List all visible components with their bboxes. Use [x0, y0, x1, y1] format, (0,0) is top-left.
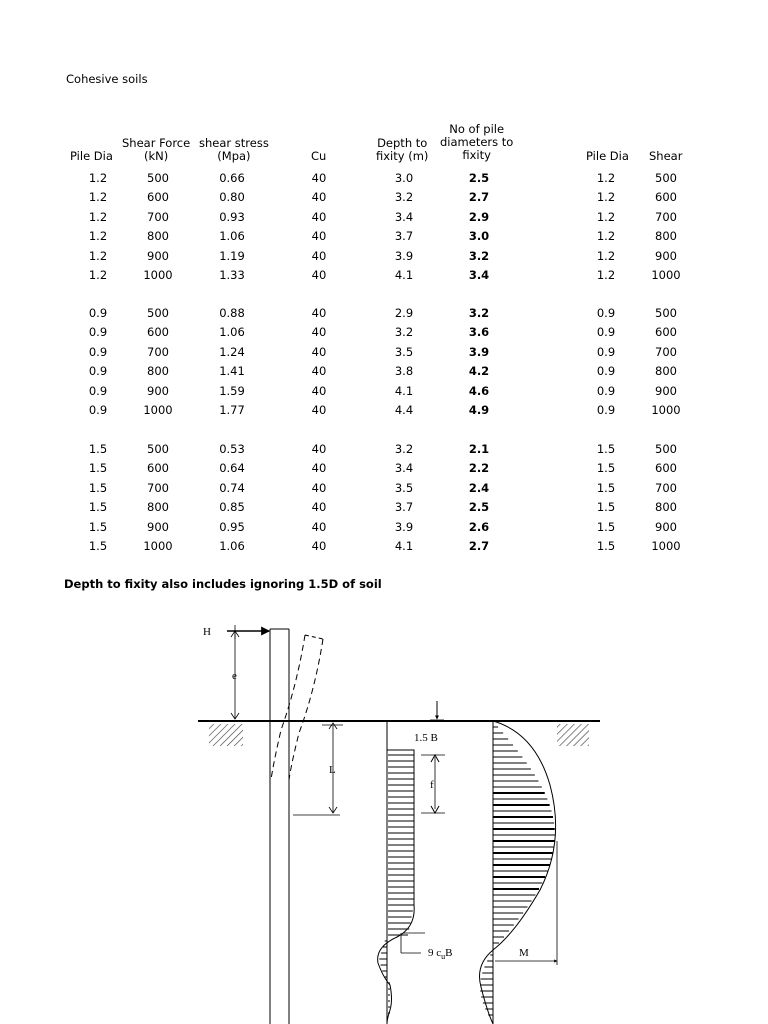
cell-no-of-diameters: 2.7	[468, 190, 490, 205]
cell-cu: 40	[311, 268, 327, 282]
moment-arrows	[480, 727, 555, 1015]
cell-shear-2: 800	[655, 229, 677, 244]
cell-shear-2: 700	[655, 344, 677, 359]
cell-shear-force: 1000	[143, 539, 173, 553]
cell-shear-2: 500	[655, 306, 677, 320]
cell-shear-force: 600	[147, 325, 169, 340]
cell-pile-dia: 0.9	[88, 306, 108, 320]
cell-shear-stress: 0.80	[219, 190, 245, 205]
cell-pile-dia: 1.2	[88, 171, 108, 185]
cell-depth-to-fixity: 3.5	[394, 344, 414, 359]
cell-pile-dia-2: 1.5	[596, 519, 616, 534]
cell-shear-force: 700	[147, 209, 169, 224]
cell-shear-stress: 0.74	[219, 480, 245, 495]
cell-pile-dia-2: 1.5	[596, 539, 616, 553]
cell-pile-dia-2: 1.2	[596, 171, 616, 185]
cell-pile-dia: 0.9	[88, 383, 108, 398]
header-shear-stress: shear stress (Mpa)	[199, 136, 269, 163]
cell-cu: 40	[311, 325, 327, 340]
cell-cu: 40	[311, 480, 327, 495]
cell-shear-stress: 1.33	[219, 268, 245, 282]
cell-no-of-diameters: 4.6	[468, 383, 490, 398]
label-l: L	[329, 764, 336, 776]
cell-no-of-diameters: 3.6	[468, 325, 490, 340]
cell-depth-to-fixity: 4.1	[394, 539, 414, 553]
label-1-5b: 1.5 B	[414, 732, 438, 744]
cell-no-of-diameters: 2.6	[468, 519, 490, 534]
cell-pile-dia-2: 1.2	[596, 190, 616, 205]
cell-no-of-diameters: 2.5	[468, 500, 490, 515]
cell-pile-dia-2: 1.2	[596, 229, 616, 244]
cell-pile-dia: 1.5	[88, 442, 108, 456]
pile-fixity-diagram	[195, 615, 605, 1024]
cell-pile-dia-2: 1.5	[596, 442, 616, 456]
cell-pile-dia: 1.5	[88, 461, 108, 476]
cell-cu: 40	[311, 364, 327, 379]
cell-no-of-diameters: 4.9	[468, 403, 490, 417]
cell-shear-force: 600	[147, 461, 169, 476]
label-e: e	[232, 670, 237, 682]
cell-depth-to-fixity: 3.2	[394, 325, 414, 340]
cell-depth-to-fixity: 4.1	[394, 383, 414, 398]
cell-shear-force: 700	[147, 480, 169, 495]
cell-pile-dia: 1.2	[88, 209, 108, 224]
header-depth-to-fixity: Depth to fixity (m)	[376, 136, 429, 163]
cell-pile-dia-2: 1.2	[596, 209, 616, 224]
cell-shear-force: 500	[147, 306, 169, 320]
cell-shear-2: 500	[655, 442, 677, 456]
cell-shear-stress: 0.66	[219, 171, 245, 185]
cell-shear-force: 800	[147, 229, 169, 244]
cell-shear-stress: 0.53	[219, 442, 245, 456]
cell-shear-2: 500	[655, 171, 677, 185]
cell-shear-force: 800	[147, 500, 169, 515]
cell-shear-2: 600	[655, 190, 677, 205]
cell-cu: 40	[311, 344, 327, 359]
cell-shear-force: 500	[147, 442, 169, 456]
cell-no-of-diameters: 3.2	[468, 306, 490, 320]
cell-shear-stress: 0.88	[219, 306, 245, 320]
cell-shear-2: 800	[655, 364, 677, 379]
fixity-note: Depth to fixity also includes ignoring 1.5D of soil	[64, 577, 382, 591]
cell-cu: 40	[311, 539, 327, 553]
cell-cu: 40	[311, 383, 327, 398]
cell-no-of-diameters: 4.2	[468, 364, 490, 379]
cell-cu: 40	[311, 229, 327, 244]
cell-depth-to-fixity: 3.7	[394, 229, 414, 244]
cell-pile-dia-2: 1.2	[596, 268, 616, 282]
cell-pile-dia: 1.5	[88, 539, 108, 553]
deflected-shape-left	[271, 635, 305, 780]
cell-shear-stress: 1.41	[219, 364, 245, 379]
cell-shear-2: 900	[655, 383, 677, 398]
label-m: M	[519, 947, 529, 959]
cell-pile-dia: 1.2	[88, 229, 108, 244]
cell-pile-dia: 0.9	[88, 325, 108, 340]
cell-no-of-diameters: 2.2	[468, 461, 490, 476]
cell-depth-to-fixity: 3.0	[394, 171, 414, 185]
header-cu: Cu	[311, 149, 327, 163]
cell-pile-dia-2: 0.9	[596, 383, 616, 398]
cell-pile-dia-2: 1.5	[596, 461, 616, 476]
cell-no-of-diameters: 2.5	[468, 171, 490, 185]
cell-pile-dia-2: 0.9	[596, 325, 616, 340]
cell-pile-dia-2: 1.5	[596, 480, 616, 495]
cell-cu: 40	[311, 461, 327, 476]
cell-depth-to-fixity: 3.2	[394, 190, 414, 205]
cell-cu: 40	[311, 209, 327, 224]
cell-shear-stress: 0.85	[219, 500, 245, 515]
label-f: f	[430, 779, 434, 791]
deflected-shape-right	[289, 639, 323, 780]
cell-no-of-diameters: 2.9	[468, 209, 490, 224]
cell-shear-2: 700	[655, 480, 677, 495]
cell-shear-force: 900	[147, 383, 169, 398]
cell-cu: 40	[311, 403, 327, 417]
label-h: H	[203, 626, 211, 638]
cell-shear-force: 1000	[143, 268, 173, 282]
header-no-of-pile-diameters: No of pile diameters to fixity	[440, 122, 514, 162]
reaction-arrows	[379, 755, 414, 1013]
cell-no-of-diameters: 3.2	[468, 248, 490, 263]
cell-shear-2: 600	[655, 461, 677, 476]
cell-pile-dia: 1.2	[88, 190, 108, 205]
cell-no-of-diameters: 2.4	[468, 480, 490, 495]
header-shear-2: Shear	[649, 149, 683, 163]
cell-shear-force: 900	[147, 519, 169, 534]
header-pile-dia-2: Pile Dia	[586, 149, 629, 163]
cell-no-of-diameters: 3.9	[468, 344, 490, 359]
cell-cu: 40	[311, 519, 327, 534]
cell-pile-dia-2: 1.5	[596, 500, 616, 515]
cell-shear-force: 1000	[143, 403, 173, 417]
cell-shear-force: 800	[147, 364, 169, 379]
cell-depth-to-fixity: 3.9	[394, 519, 414, 534]
cell-shear-stress: 1.06	[219, 325, 245, 340]
cell-no-of-diameters: 3.4	[468, 268, 490, 282]
cell-cu: 40	[311, 306, 327, 320]
cell-shear-2: 1000	[651, 539, 681, 553]
cell-shear-stress: 0.93	[219, 209, 245, 224]
cell-cu: 40	[311, 248, 327, 263]
cell-depth-to-fixity: 3.2	[394, 442, 414, 456]
cell-pile-dia: 1.5	[88, 500, 108, 515]
section-title: Cohesive soils	[66, 72, 148, 86]
cell-no-of-diameters: 3.0	[468, 229, 490, 244]
cell-no-of-diameters: 2.1	[468, 442, 490, 456]
cell-cu: 40	[311, 442, 327, 456]
cell-shear-stress: 0.64	[219, 461, 245, 476]
cell-pile-dia: 0.9	[88, 364, 108, 379]
cell-shear-stress: 1.77	[219, 403, 245, 417]
cell-depth-to-fixity: 3.4	[394, 461, 414, 476]
cell-no-of-diameters: 2.7	[468, 539, 490, 553]
cell-pile-dia: 0.9	[88, 403, 108, 417]
cell-pile-dia: 1.5	[88, 480, 108, 495]
cell-shear-2: 1000	[651, 403, 681, 417]
cell-pile-dia-2: 0.9	[596, 364, 616, 379]
cell-shear-2: 700	[655, 209, 677, 224]
soil-hatch-right	[557, 724, 589, 746]
cell-shear-2: 600	[655, 325, 677, 340]
cell-depth-to-fixity: 3.5	[394, 480, 414, 495]
header-pile-dia: Pile Dia	[70, 149, 113, 163]
cell-shear-2: 800	[655, 500, 677, 515]
cell-pile-dia: 1.5	[88, 519, 108, 534]
cell-depth-to-fixity: 3.4	[394, 209, 414, 224]
cell-shear-force: 900	[147, 248, 169, 263]
soil-hatch-left	[209, 724, 243, 746]
cell-shear-stress: 1.06	[219, 229, 245, 244]
cell-shear-2: 900	[655, 519, 677, 534]
cell-shear-stress: 1.59	[219, 383, 245, 398]
cell-pile-dia: 0.9	[88, 344, 108, 359]
header-shear-force: Shear Force (kN)	[122, 136, 191, 163]
cell-depth-to-fixity: 3.8	[394, 364, 414, 379]
cell-shear-stress: 1.24	[219, 344, 245, 359]
cell-depth-to-fixity: 4.1	[394, 268, 414, 282]
cell-shear-force: 600	[147, 190, 169, 205]
cell-shear-stress: 0.95	[219, 519, 245, 534]
cell-pile-dia: 1.2	[88, 268, 108, 282]
cell-pile-dia-2: 0.9	[596, 306, 616, 320]
cell-cu: 40	[311, 171, 327, 185]
cell-depth-to-fixity: 3.9	[394, 248, 414, 263]
cell-shear-2: 1000	[651, 268, 681, 282]
cell-shear-2: 900	[655, 248, 677, 263]
cell-depth-to-fixity: 2.9	[394, 306, 414, 320]
cell-shear-force: 700	[147, 344, 169, 359]
cell-pile-dia-2: 1.2	[596, 248, 616, 263]
cell-depth-to-fixity: 3.7	[394, 500, 414, 515]
cell-depth-to-fixity: 4.4	[394, 403, 414, 417]
cell-shear-force: 500	[147, 171, 169, 185]
cell-cu: 40	[311, 190, 327, 205]
cell-shear-stress: 1.06	[219, 539, 245, 553]
cell-pile-dia-2: 0.9	[596, 344, 616, 359]
cell-pile-dia-2: 0.9	[596, 403, 616, 417]
cell-pile-dia: 1.2	[88, 248, 108, 263]
cell-shear-stress: 1.19	[219, 248, 245, 263]
label-9-cu-b: 9 $c_uB$	[428, 947, 453, 961]
cell-cu: 40	[311, 500, 327, 515]
